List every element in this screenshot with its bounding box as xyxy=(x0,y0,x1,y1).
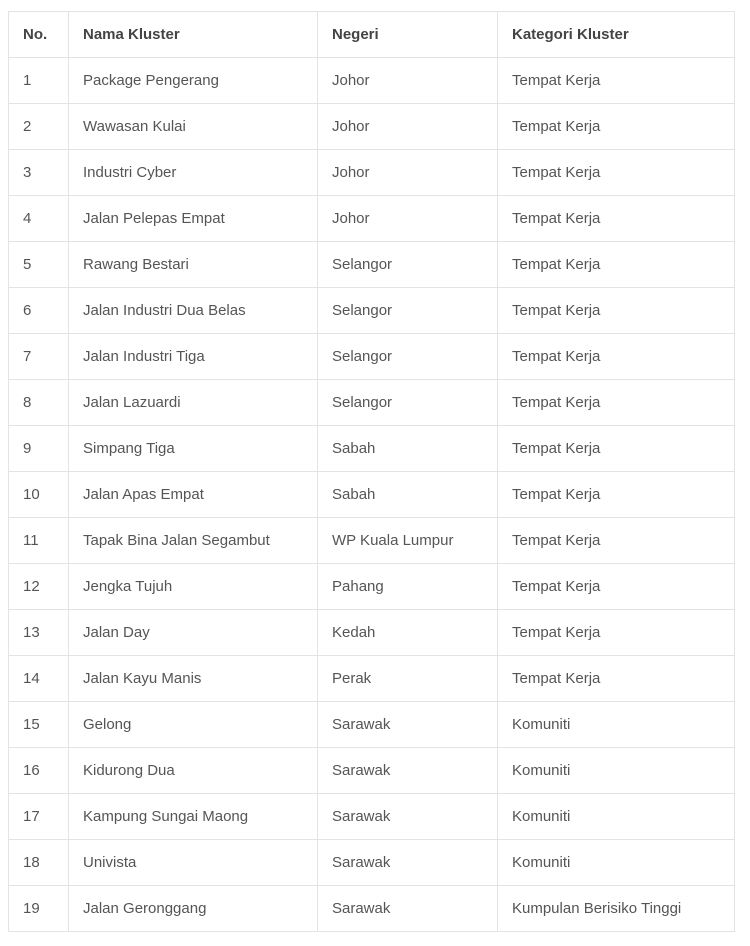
cell-state: Sabah xyxy=(318,426,498,472)
cell-category: Tempat Kerja xyxy=(498,610,735,656)
header-no: No. xyxy=(9,12,69,58)
cell-category: Kumpulan Berisiko Tinggi xyxy=(498,886,735,932)
cell-state: Kedah xyxy=(318,610,498,656)
cell-category: Tempat Kerja xyxy=(498,426,735,472)
cell-no: 15 xyxy=(9,702,69,748)
cell-category: Tempat Kerja xyxy=(498,196,735,242)
cell-no: 12 xyxy=(9,564,69,610)
table-row xyxy=(9,334,735,380)
cell-category: Tempat Kerja xyxy=(498,242,735,288)
cluster-table xyxy=(8,11,735,932)
cell-cluster-name: Gelong xyxy=(69,702,318,748)
header-cluster-category: Kategori Kluster xyxy=(498,12,735,58)
cell-cluster-name: Rawang Bestari xyxy=(69,242,318,288)
cell-cluster-name: Kidurong Dua xyxy=(69,748,318,794)
table-row xyxy=(9,426,735,472)
cell-no: 17 xyxy=(9,794,69,840)
cell-cluster-name: Jalan Pelepas Empat xyxy=(69,196,318,242)
cell-state: Perak xyxy=(318,656,498,702)
cell-state: Selangor xyxy=(318,288,498,334)
cell-state: Selangor xyxy=(318,334,498,380)
table-row xyxy=(9,518,735,564)
table-row xyxy=(9,564,735,610)
cell-state: Sarawak xyxy=(318,748,498,794)
cell-no: 13 xyxy=(9,610,69,656)
cell-cluster-name: Univista xyxy=(69,840,318,886)
cell-category: Tempat Kerja xyxy=(498,104,735,150)
cell-category: Tempat Kerja xyxy=(498,288,735,334)
cell-state: Selangor xyxy=(318,380,498,426)
cell-state: Johor xyxy=(318,104,498,150)
cell-state: Johor xyxy=(318,58,498,104)
cell-category: Tempat Kerja xyxy=(498,472,735,518)
table-row xyxy=(9,58,735,104)
table-row xyxy=(9,104,735,150)
cell-category: Komuniti xyxy=(498,794,735,840)
cell-cluster-name: Simpang Tiga xyxy=(69,426,318,472)
cell-category: Komuniti xyxy=(498,748,735,794)
table-row xyxy=(9,196,735,242)
table-row xyxy=(9,748,735,794)
cell-state: Sarawak xyxy=(318,702,498,748)
cell-category: Tempat Kerja xyxy=(498,564,735,610)
table-row xyxy=(9,150,735,196)
cell-cluster-name: Jalan Lazuardi xyxy=(69,380,318,426)
cell-cluster-name: Jalan Geronggang xyxy=(69,886,318,932)
cell-no: 14 xyxy=(9,656,69,702)
cell-cluster-name: Industri Cyber xyxy=(69,150,318,196)
cell-state: Sabah xyxy=(318,472,498,518)
cell-state: Sarawak xyxy=(318,840,498,886)
cell-no: 1 xyxy=(9,58,69,104)
table-row xyxy=(9,840,735,886)
cell-no: 2 xyxy=(9,104,69,150)
cell-category: Komuniti xyxy=(498,840,735,886)
cell-no: 4 xyxy=(9,196,69,242)
table-row xyxy=(9,242,735,288)
cell-no: 18 xyxy=(9,840,69,886)
cell-state: Pahang xyxy=(318,564,498,610)
cell-state: Sarawak xyxy=(318,886,498,932)
cell-state: Sarawak xyxy=(318,794,498,840)
table-row xyxy=(9,886,735,932)
cell-cluster-name: Wawasan Kulai xyxy=(69,104,318,150)
cell-no: 19 xyxy=(9,886,69,932)
cell-category: Tempat Kerja xyxy=(498,334,735,380)
table-row xyxy=(9,610,735,656)
table-header-row xyxy=(9,12,735,58)
table-row xyxy=(9,656,735,702)
cell-state: Selangor xyxy=(318,242,498,288)
cell-cluster-name: Jengka Tujuh xyxy=(69,564,318,610)
cell-cluster-name: Kampung Sungai Maong xyxy=(69,794,318,840)
table-row xyxy=(9,794,735,840)
cell-cluster-name: Tapak Bina Jalan Segambut xyxy=(69,518,318,564)
cell-state: WP Kuala Lumpur xyxy=(318,518,498,564)
cell-state: Johor xyxy=(318,196,498,242)
table-row xyxy=(9,702,735,748)
cell-no: 8 xyxy=(9,380,69,426)
cell-no: 11 xyxy=(9,518,69,564)
table-row xyxy=(9,288,735,334)
header-state: Negeri xyxy=(318,12,498,58)
cell-no: 7 xyxy=(9,334,69,380)
cell-cluster-name: Jalan Industri Tiga xyxy=(69,334,318,380)
cell-category: Tempat Kerja xyxy=(498,58,735,104)
table-row xyxy=(9,472,735,518)
cell-category: Tempat Kerja xyxy=(498,656,735,702)
cell-cluster-name: Jalan Apas Empat xyxy=(69,472,318,518)
cell-cluster-name: Jalan Industri Dua Belas xyxy=(69,288,318,334)
cell-no: 16 xyxy=(9,748,69,794)
cell-cluster-name: Package Pengerang xyxy=(69,58,318,104)
cell-category: Komuniti xyxy=(498,702,735,748)
header-cluster-name: Nama Kluster xyxy=(69,12,318,58)
cell-category: Tempat Kerja xyxy=(498,380,735,426)
cell-no: 6 xyxy=(9,288,69,334)
cell-cluster-name: Jalan Kayu Manis xyxy=(69,656,318,702)
cell-no: 9 xyxy=(9,426,69,472)
cluster-table-container xyxy=(8,11,734,932)
cell-state: Johor xyxy=(318,150,498,196)
cell-no: 5 xyxy=(9,242,69,288)
table-row xyxy=(9,380,735,426)
cell-cluster-name: Jalan Day xyxy=(69,610,318,656)
cell-no: 3 xyxy=(9,150,69,196)
cell-category: Tempat Kerja xyxy=(498,150,735,196)
cell-category: Tempat Kerja xyxy=(498,518,735,564)
cell-no: 10 xyxy=(9,472,69,518)
